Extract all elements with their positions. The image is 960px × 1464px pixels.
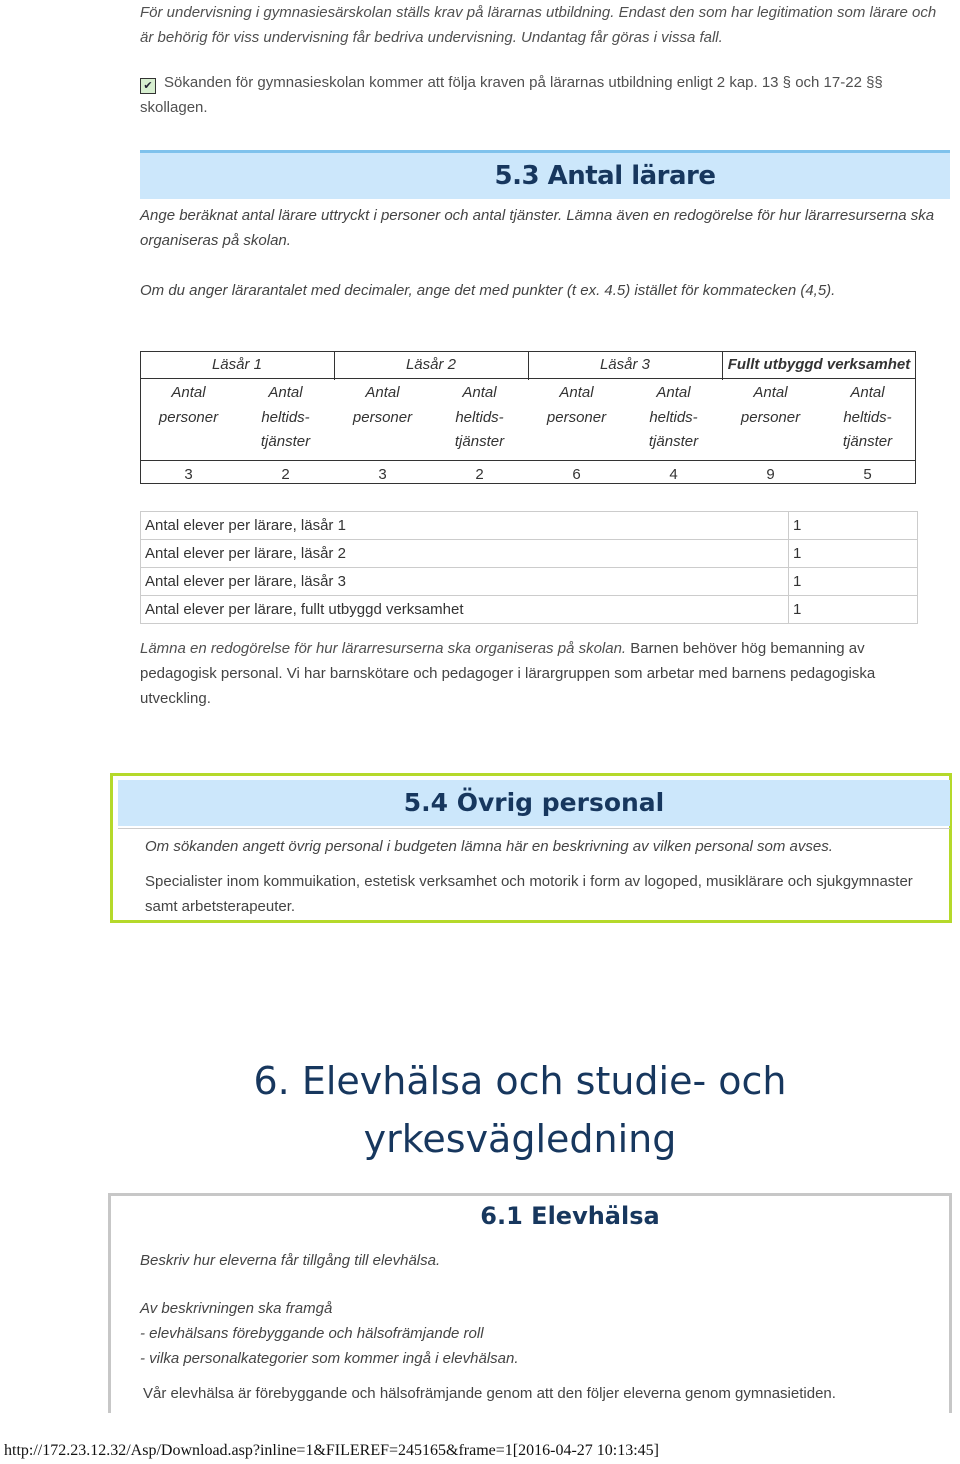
org-description — [140, 636, 930, 711]
section-53-header — [140, 150, 950, 199]
table-cell: 2 — [237, 461, 334, 489]
students-per-teacher-table — [140, 511, 918, 624]
table-cell: 6 — [528, 461, 625, 489]
row-label: Antal elever per lärare, läsår 2 — [141, 540, 789, 568]
table-cell: 9 — [722, 461, 819, 489]
checkbox-label: Sökanden för gymnasieskolan kommer att följa kraven på lärarnas utbildning enligt 2 kap. 13 § och 17-22 §§ skollagen. — [140, 74, 883, 116]
req-heading: Av beskrivningen ska framgå — [140, 1300, 333, 1317]
subheader-positions: Antal heltids-tjänster — [454, 384, 505, 450]
decimal-note: Om du anger lärarantalet med decimaler, ange det med punkter (t ex. 4.5) istället för kommatecken (4,5). — [140, 282, 836, 299]
table-row — [141, 568, 918, 596]
subheader-persons: Antal personer — [546, 384, 607, 426]
section-54-prompt: Om sökanden angett övrig personal i budgeten lämna här en beskrivning av vilken personal som avses. — [145, 838, 833, 855]
row-label: Antal elever per lärare, läsår 1 — [141, 512, 789, 540]
table-row — [141, 512, 918, 540]
intro-text: För undervisning i gymnasiesärskolan ställs krav på lärarnas utbildning. Endast den som har legitimation som lärare och är behörig för viss undervisning får bedriva undervisning. Undantag får göras i vissa fall. — [140, 4, 937, 46]
column-divider — [722, 351, 723, 380]
divider — [118, 828, 950, 829]
chapter-6-title: 6. Elevhälsa och studie- och yrkesvägledning — [253, 1059, 787, 1161]
section-53-title: 5.3 Antal lärare — [494, 161, 716, 191]
section-54-title: 5.4 Övrig personal — [403, 788, 665, 817]
year-header: Läsår 1 — [140, 351, 334, 379]
table-cell: 3 — [140, 461, 237, 489]
subheader-positions: Antal heltids-tjänster — [648, 384, 699, 450]
org-prompt: Lämna en redogörelse för hur lärarresurserna ska organiseras på skolan. — [140, 640, 627, 657]
section-61-answer[interactable]: Vår elevhälsa är förebyggande och hälsofrämjande genom att den följer eleverna genom gymnasietiden. — [143, 1385, 836, 1402]
table-row — [141, 596, 918, 624]
row-value[interactable]: 1 — [789, 512, 918, 540]
section-61-prompt: Beskriv hur eleverna får tillgång till elevhälsa. — [140, 1252, 441, 1269]
section-53-instruction: Ange beräknat antal lärare uttryckt i personer och antal tjänster. Lämna även en redogörelse för hur lärarresurserna ska organiseras på skolan. — [140, 207, 935, 249]
row-value[interactable]: 1 — [789, 568, 918, 596]
checkbox-checked-icon[interactable]: ✔ — [140, 78, 156, 94]
section-54-answer[interactable]: Specialister inom kommuikation, estetisk verksamhet och motorik i form av logoped, musiklärare och sjukgymnaster samt arbetsterapeuter. — [145, 873, 913, 915]
year-header: Fullt utbyggd verksamhet — [722, 351, 916, 379]
table-cell: 2 — [431, 461, 528, 489]
table-cell: 3 — [334, 461, 431, 489]
row-value[interactable]: 1 — [789, 596, 918, 624]
table-row — [141, 540, 918, 568]
org-answer: Barnen behöver hög bemanning av pedagogisk personal. Vi har barnskötare och pedagoger i lärargruppen som arbetar med barnens pedagogiska utveckling. — [140, 640, 876, 707]
column-divider — [528, 351, 529, 380]
subheader-positions: Antal heltids-tjänster — [260, 384, 311, 450]
section-61-title: 6.1 Elevhälsa — [480, 1202, 660, 1230]
req-item: - elevhälsans förebyggande och hälsofrämjande roll — [140, 1325, 484, 1342]
subheader-persons: Antal personer — [740, 384, 801, 426]
subheader-persons: Antal personer — [158, 384, 219, 426]
row-value[interactable]: 1 — [789, 540, 918, 568]
subheader-persons: Antal personer — [352, 384, 413, 426]
checkbox-line — [140, 70, 940, 120]
footer-url: http://172.23.12.32/Asp/Download.asp?inline=1&FILEREF=245165&frame=1[2016-04-27 10:13:45] — [4, 1442, 660, 1459]
table-cell: 4 — [625, 461, 722, 489]
year-header: Läsår 2 — [334, 351, 528, 379]
year-header: Läsår 3 — [528, 351, 722, 379]
column-divider — [334, 351, 335, 380]
row-label: Antal elever per lärare, fullt utbyggd verksamhet — [141, 596, 789, 624]
subheader-positions: Antal heltids-tjänster — [842, 384, 893, 450]
req-item: - vilka personalkategorier som kommer ingå i elevhälsan. — [140, 1350, 519, 1367]
row-label: Antal elever per lärare, läsår 3 — [141, 568, 789, 596]
table-cell: 5 — [819, 461, 916, 489]
